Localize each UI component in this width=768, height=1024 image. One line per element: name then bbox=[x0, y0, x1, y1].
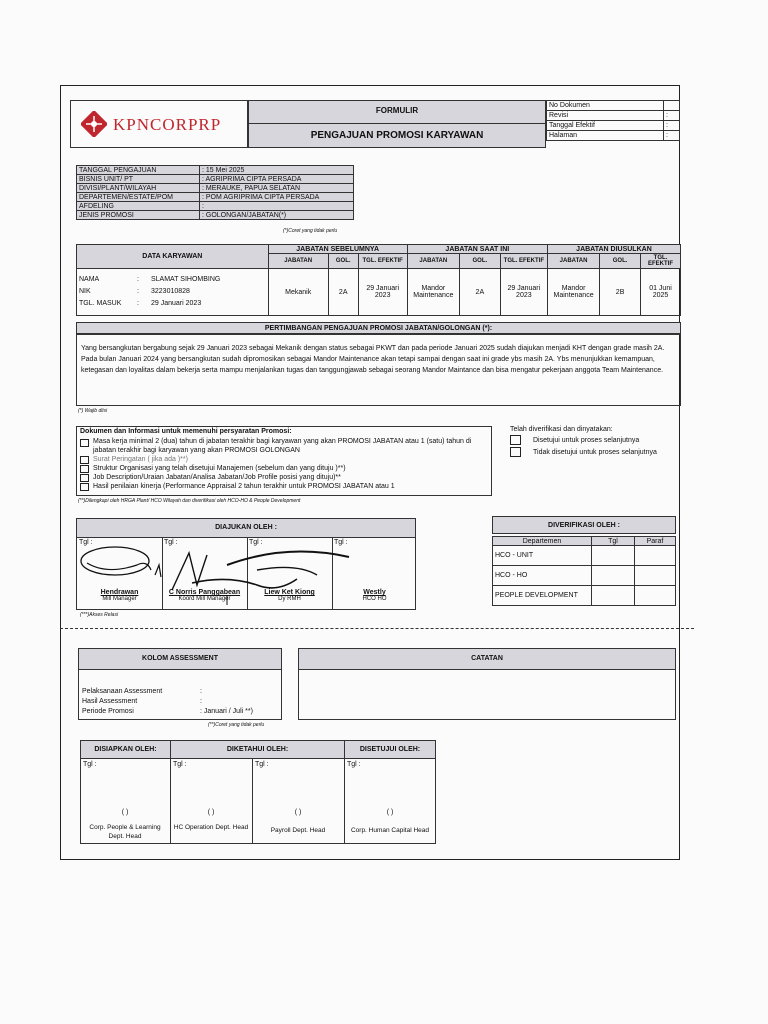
data-karyawan-header: DATA KARYAWAN bbox=[77, 245, 269, 269]
doc-meta-table bbox=[546, 100, 680, 141]
proposed-by-title: DIAJUKAN OLEH : bbox=[77, 519, 415, 538]
notes-box bbox=[298, 648, 676, 720]
assessment-box bbox=[78, 648, 282, 720]
info-value: : bbox=[200, 202, 354, 211]
sub-header: GOL. bbox=[600, 254, 641, 269]
approved-title: DISETUJUI OLEH: bbox=[345, 741, 435, 759]
doc-item-text: Hasil penilaian kinerja (Performance Appraisal 2 tahun terakhir untuk PROMOSI JABATAN atau 1 bbox=[93, 483, 395, 490]
sub-header: JABATAN bbox=[268, 254, 328, 269]
assessment-label: Hasil Assessment bbox=[82, 698, 138, 705]
approvals-box bbox=[80, 740, 436, 844]
meta-label: Revisi bbox=[547, 111, 664, 121]
cut-line bbox=[60, 628, 694, 629]
logo-box bbox=[70, 100, 248, 148]
meta-label: No Dokumen bbox=[547, 101, 664, 111]
approval-tgl: Tgl : bbox=[347, 761, 361, 768]
proposed-tgl: Tgl : bbox=[79, 539, 93, 546]
sub-header: JABATAN bbox=[547, 254, 599, 269]
doc-item-text: Struktur Organisasi yang telah disetujui Manajemen (sebelum dan yang dituju )**) bbox=[93, 465, 346, 472]
verified-row-label: HCO - UNIT bbox=[493, 546, 592, 566]
verified-col: Tgl bbox=[592, 537, 635, 546]
prev-jabatan: Mekanik bbox=[268, 269, 328, 316]
current-jabatan: Mandor Maintenance bbox=[407, 269, 459, 316]
meta-label: Halaman bbox=[547, 131, 664, 141]
signer-name: Hendrawan bbox=[100, 589, 139, 596]
proposed-gol: 2B bbox=[600, 269, 641, 316]
assessment-note: (**)Coret yang tidak perlu bbox=[208, 722, 265, 728]
sub-header: TGL. EFEKTIF bbox=[640, 254, 680, 269]
proposed-tgl: Tgl : bbox=[334, 539, 348, 546]
notes-title: CATATAN bbox=[299, 649, 675, 670]
proposed-tgl: 01 Juni 2025 bbox=[640, 269, 680, 316]
field-label: NIK bbox=[79, 288, 91, 295]
verify-check-title: Telah diverifikasi dan dinyatakan: bbox=[510, 426, 613, 433]
approval-role: Corp. People & Learning Dept. Head bbox=[89, 824, 161, 840]
current-gol: 2A bbox=[459, 269, 500, 316]
consideration-text: Yang bersangkutan bergabung sejak 29 Januari 2023 sebagai Mekanik dengan status sebagai PKWT dan pada periode Januari 2025 sudah diajukan menjadi KHT dengan grade masih 2A. Pada bulan Januari 2024 yang bersangkutan sudah dipromosikan sebagai Mandor Maintenance akan tetapi sampai dengan saat ini grade ybs masih 2A. Ybs menunjukkan kemampuan, ketegasan dan loyalitas dalam bekerja serta mampu menjalankan tugas dan tanggungjawab sebagai seorang Mandor Maintance dan bisa mengatur pekerjaan anggota Team Maintenance. bbox=[81, 345, 665, 374]
verified-tgl-cell[interactable] bbox=[592, 546, 635, 566]
approval-role: HC Operation Dept. Head bbox=[173, 824, 249, 831]
prev-tgl: 29 Januari 2023 bbox=[358, 269, 407, 316]
verify-option-text: Disetujui untuk proses selanjutnya bbox=[533, 436, 640, 444]
approval-tgl: Tgl : bbox=[255, 761, 269, 768]
field-value: SLAMAT SIHOMBING bbox=[151, 276, 221, 283]
info-value: : GOLONGAN/JABATAN(*) bbox=[200, 211, 354, 220]
verify-checkbox[interactable] bbox=[510, 435, 521, 445]
verify-checkbox[interactable] bbox=[510, 447, 521, 457]
verified-by-title: DIVERIFIKASI OLEH : bbox=[492, 516, 676, 534]
info-value: : MERAUKE, PAPUA SELATAN bbox=[200, 184, 354, 193]
verify-option bbox=[510, 435, 685, 445]
current-tgl: 29 Januari 2023 bbox=[500, 269, 547, 316]
doc-checkbox[interactable] bbox=[80, 456, 89, 464]
sub-header: TGL. EFEKTIF bbox=[500, 254, 547, 269]
verified-paraf-cell[interactable] bbox=[635, 586, 676, 606]
form-label: FORMULIR bbox=[375, 106, 419, 115]
doc-checkbox[interactable] bbox=[80, 483, 89, 491]
approval-tgl: Tgl : bbox=[83, 761, 97, 768]
meta-label: Tanggal Efektif bbox=[547, 121, 664, 131]
approval-role: Corp. Human Capital Head bbox=[350, 827, 430, 834]
approval-paren: ( ) bbox=[386, 809, 394, 816]
known-title: DIKETAHUI OLEH: bbox=[171, 741, 345, 759]
consideration-title: PERTIMBANGAN PENGAJUAN PROMOSI JABATAN/GOLONGAN (*): bbox=[264, 325, 493, 332]
verified-row-label: HCO - HO bbox=[493, 566, 592, 586]
info-table bbox=[76, 165, 354, 220]
sub-header: TGL. EFEKTIF bbox=[358, 254, 407, 269]
approval-paren: ( ) bbox=[294, 809, 302, 816]
verified-tgl-cell[interactable] bbox=[592, 566, 635, 586]
proposed-tgl: Tgl : bbox=[164, 539, 178, 546]
verified-paraf-cell[interactable] bbox=[635, 566, 676, 586]
meta-value: : bbox=[664, 121, 680, 131]
meta-value: : bbox=[664, 131, 680, 141]
documents-note: (**)Dilengkapi oleh HRGA Plant/ HCO Wilayah dan diverifikasi oleh HCO-HO & People Development bbox=[78, 498, 301, 504]
assessment-title: KOLOM ASSESSMENT bbox=[79, 649, 281, 670]
info-label: TANGGAL PENGAJUAN bbox=[77, 166, 200, 175]
doc-item bbox=[80, 473, 488, 482]
doc-item bbox=[80, 455, 488, 464]
verified-by-table bbox=[492, 536, 676, 606]
assessment-value: : Januari / Juli **) bbox=[200, 708, 253, 715]
proposed-tgl: Tgl : bbox=[249, 539, 263, 546]
info-value: : AGRIPRIMA CIPTA PERSADA bbox=[200, 175, 354, 184]
prev-gol: 2A bbox=[328, 269, 358, 316]
doc-checkbox[interactable] bbox=[80, 439, 89, 447]
doc-item bbox=[80, 464, 488, 473]
logo-icon bbox=[81, 111, 107, 137]
verified-paraf-cell[interactable] bbox=[635, 546, 676, 566]
documents-title: Dokumen dan Informasi untuk memenuhi persyaratan Promosi: bbox=[80, 428, 292, 435]
info-label: DIVISI/PLANT/WILAYAH bbox=[77, 184, 200, 193]
info-label: JENIS PROMOSI bbox=[77, 211, 200, 220]
assessment-label: Periode Promosi bbox=[82, 708, 134, 715]
field-value: 3223010828 bbox=[151, 288, 190, 295]
approval-role: Payroll Dept. Head bbox=[270, 827, 326, 834]
info-value: : POM AGRIPRIMA CIPTA PERSADA bbox=[200, 193, 354, 202]
group-header: JABATAN SEBELUMNYA bbox=[268, 245, 407, 254]
employee-fields: NAMA : SLAMAT SIHOMBING NIK : 3223010828 TGL. MASUK : 29 Januari 2023 bbox=[77, 269, 269, 316]
assessment-label: Pelaksanaan Assessment bbox=[82, 688, 163, 695]
doc-item-text: Masa kerja minimal 2 (dua) tahun di jabatan terakhir bagi karyawan yang akan PROMOSI JABATAN atau 1 (satu) tahun di jabatan terakhir bagi karyawan yang akan PROMOSI GOLONGAN bbox=[93, 438, 472, 454]
signer-role: Koord Mill Manager bbox=[178, 596, 231, 602]
consideration-box bbox=[76, 334, 681, 406]
info-label: DEPARTEMEN/ESTATE/POM bbox=[77, 193, 200, 202]
verify-option bbox=[510, 447, 685, 457]
sub-header: JABATAN bbox=[407, 254, 459, 269]
form-title: PENGAJUAN PROMOSI KARYAWAN bbox=[310, 130, 484, 141]
doc-checkbox[interactable] bbox=[80, 465, 89, 473]
proposed-by-box bbox=[76, 518, 416, 610]
documents-box bbox=[76, 426, 492, 496]
info-value: : 15 Mei 2025 bbox=[200, 166, 354, 175]
info-note: (*)Coret yang tidak perlu bbox=[283, 228, 338, 234]
meta-value bbox=[664, 101, 680, 111]
signer-role: HCO HO bbox=[362, 596, 387, 602]
verified-col: Paraf bbox=[635, 537, 676, 546]
verified-tgl-cell[interactable] bbox=[592, 586, 635, 606]
proposed-note: (***)Akses Relasi bbox=[80, 612, 119, 618]
logo-text: KPNCORPRP bbox=[113, 115, 222, 134]
info-label: AFDELING bbox=[77, 202, 200, 211]
group-header: JABATAN DIUSULKAN bbox=[547, 245, 680, 254]
signer-name: C Norris Panggabean bbox=[168, 589, 241, 596]
field-label: NAMA bbox=[79, 276, 100, 283]
header bbox=[70, 100, 680, 148]
doc-item bbox=[80, 482, 488, 491]
doc-item bbox=[80, 437, 488, 455]
consideration-header bbox=[76, 322, 681, 334]
approval-paren: ( ) bbox=[121, 809, 129, 816]
signer-name: Westly bbox=[363, 589, 386, 596]
doc-checkbox[interactable] bbox=[80, 474, 89, 482]
signer-role: Mill Manager bbox=[102, 596, 137, 602]
title-box bbox=[248, 100, 546, 148]
field-label: TGL. MASUK bbox=[79, 300, 122, 307]
prepared-title: DISIAPKAN OLEH: bbox=[81, 741, 171, 759]
proposed-jabatan: Mandor Maintenance bbox=[547, 269, 599, 316]
field-value: 29 Januari 2023 bbox=[151, 300, 202, 307]
verified-col: Departemen bbox=[493, 537, 592, 546]
group-header: JABATAN SAAT INI bbox=[407, 245, 547, 254]
approval-tgl: Tgl : bbox=[173, 761, 187, 768]
employee-table bbox=[76, 244, 681, 316]
verify-check bbox=[510, 426, 685, 457]
info-label: BISNIS UNIT/ PT bbox=[77, 175, 200, 184]
meta-value: : bbox=[664, 111, 680, 121]
consideration-note: (*) Wajib diisi bbox=[78, 408, 108, 414]
doc-item-text: Surat Peringatan ( jika ada )**) bbox=[93, 456, 188, 463]
assessment-value: : bbox=[200, 688, 202, 695]
verify-option-text: Tidak disetujui untuk proses selanjutnya bbox=[533, 448, 657, 456]
signer-name: Liew Ket Kiong bbox=[264, 589, 315, 596]
assessment-value: : bbox=[200, 698, 202, 705]
sub-header: GOL. bbox=[328, 254, 358, 269]
sub-header: GOL. bbox=[459, 254, 500, 269]
signer-role: Dy RMH bbox=[278, 596, 301, 602]
approval-paren: ( ) bbox=[207, 809, 215, 816]
doc-item-text: Job Description/Uraian Jabatan/Analisa Jabatan/Job Profile posisi yang dituju)** bbox=[93, 474, 341, 481]
verified-row-label: PEOPLE DEVELOPMENT bbox=[493, 586, 592, 606]
